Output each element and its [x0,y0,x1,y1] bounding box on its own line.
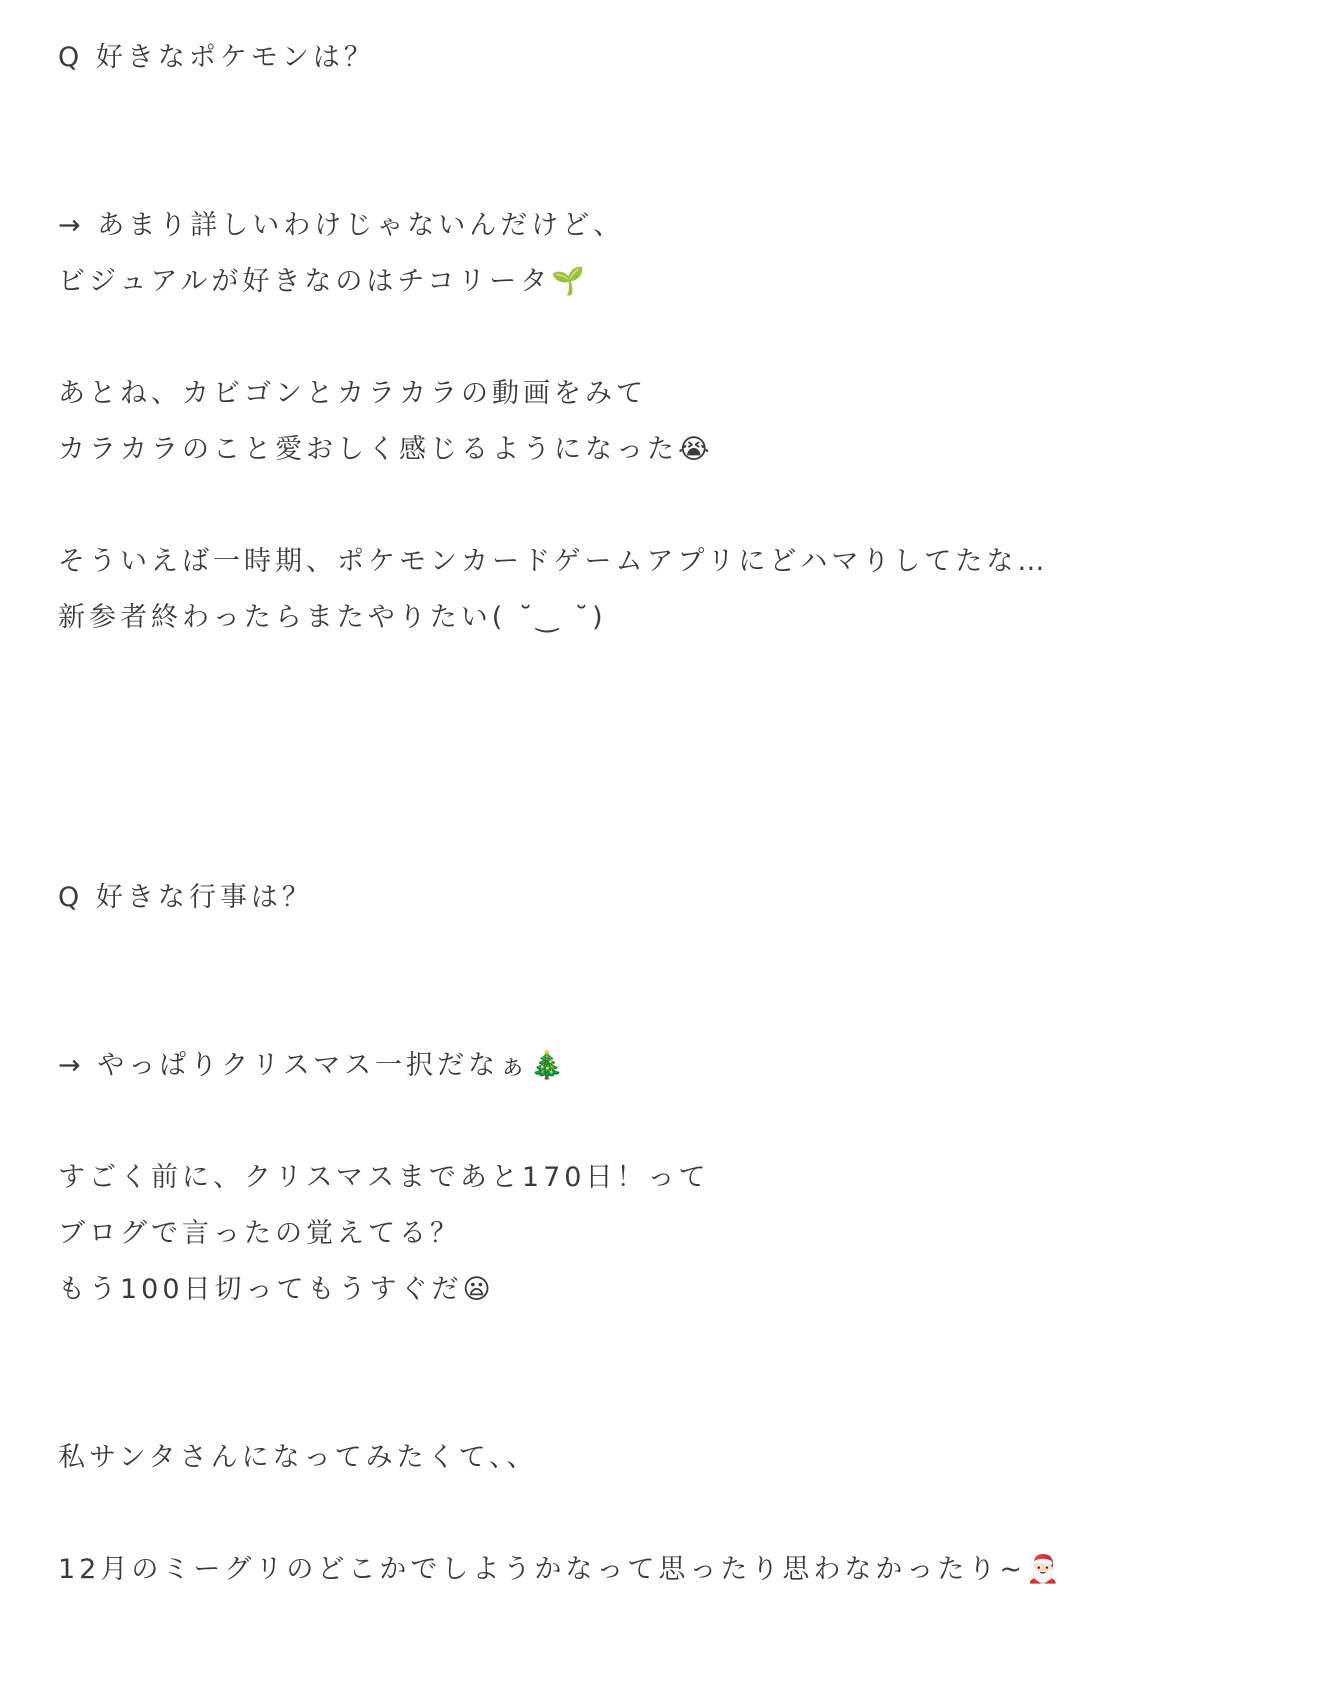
answer-line: 新参者終わったらまたやりたい( ˘‿ ˘) [58,602,607,633]
answer-line: → あまり詳しいわけじゃないんだけど、 [58,210,625,241]
section-spacer [58,646,1298,870]
answer-line: もう100日切ってもうすぐだ😦 [58,1274,495,1305]
answer-line: ビジュアルが好きなのはチコリータ🌱 [58,266,589,297]
question-event: Q 好きな行事は？ [58,882,313,913]
answer-line: すごく前に、クリスマスまであと170日！って [58,1162,710,1193]
spacer [58,310,1298,366]
spacer [58,1486,1298,1542]
spacer [58,1318,1298,1430]
answer-line: そういえば一時期、ポケモンカードゲームアプリにどハマりしてたな… [58,546,1049,577]
spacer [58,926,1298,1038]
answer-line: ブログで言ったの覚えてる？ [58,1218,461,1249]
spacer [58,478,1298,534]
answer-line: あとね、カビゴンとカラカラの動画をみて [58,378,647,409]
answer-line: カラカラのこと愛おしく感じるようになった😭 [58,434,714,465]
spacer [58,1094,1298,1150]
spacer [58,86,1298,198]
answer-line: 12月のミーグリのどこかでしようかなって思ったり思わなかったり~🎅🏻 [58,1554,1064,1585]
question-pokemon: Q 好きなポケモンは？ [58,42,375,73]
answer-line: → やっぱりクリスマス一択だなぁ🎄 [58,1050,568,1081]
article-body [58,30,1298,1598]
answer-line: 私サンタさんになってみたくて、、 [58,1442,538,1473]
